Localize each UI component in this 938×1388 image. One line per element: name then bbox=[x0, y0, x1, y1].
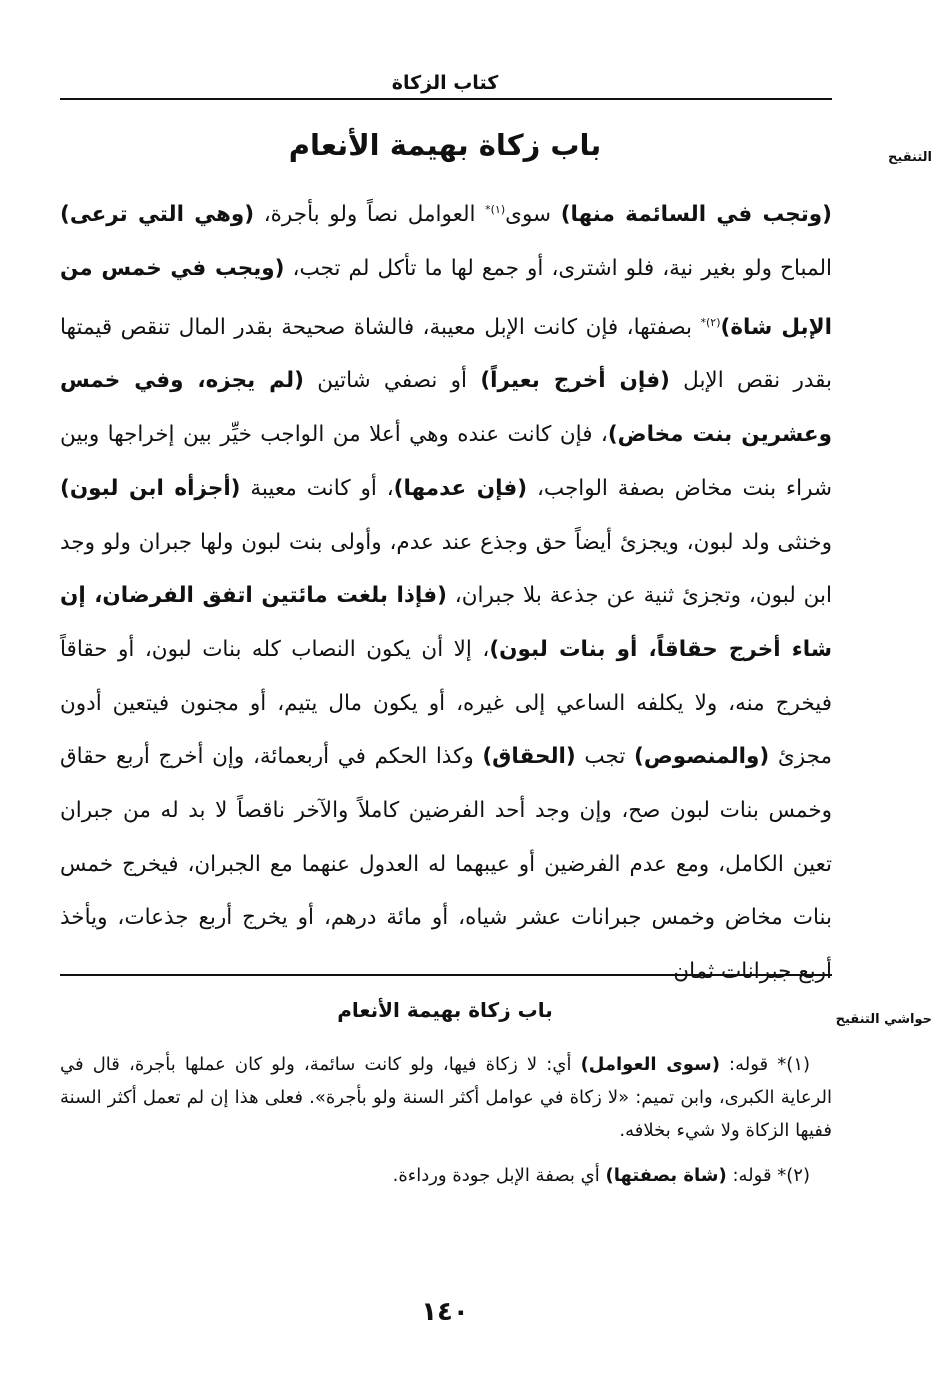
matn-segment: (ويجب في خمس من الإبل شاة) bbox=[60, 255, 832, 340]
matn-segment: (فإن أخرج بعيراً) bbox=[480, 368, 670, 394]
running-header: كتاب الزكاة bbox=[391, 72, 499, 94]
commentary-segment: المباح ولو بغير نية، فلو اشترى، أو جمع لها ما تأكل لم تجب، bbox=[284, 255, 833, 281]
footnote-text: أي بصفة الإبل جودة ورداءة. bbox=[392, 1165, 606, 1186]
commentary-segment: ، إلا أن يكون النصاب كله بنات لبون، أو حقاقاً فيخرج منه، ولا يكلفه الساعي إلى غيره، أو يكون مال يتيم، أو مجنون فيتعين أدون مجزئ bbox=[60, 636, 832, 770]
footnote-1 bbox=[60, 1048, 832, 1147]
footnote-marker-1: (١)* bbox=[485, 203, 506, 216]
matn-segment: (الحقاق) bbox=[482, 744, 576, 770]
footnotes bbox=[60, 1048, 832, 1204]
page-number: ١٤٠ bbox=[421, 1297, 469, 1327]
commentary-segment: وكذا الحكم في أربعمائة، وإن أخرج أربع حقاق وخمس بنات لبون صح، وإن وجد أحد الفرضين كاملاً والآخر ناقصاً لا بد له من جبران تعين الكامل، ومع عدم الفرضين أو عيبهما له العدول عنهما مع الجبران، فيخرج خمس بنات مخاض وخمس جبرانات عشر شياه، أو مائة درهم، أو يخرج أربع جذعات، ويأخذ أربع جبرانات ثمان bbox=[60, 744, 832, 985]
matn-segment: (لم يجزه، وفي خمس وعشرين بنت مخاض) bbox=[60, 368, 832, 448]
commentary-segment: أو نصفي شاتين bbox=[303, 368, 481, 394]
commentary-segment: سوى bbox=[505, 202, 561, 228]
commentary-segment: العوامل نصاً ولو بأجرة، bbox=[254, 202, 486, 228]
matn-segment: (وتجب في السائمة منها) bbox=[560, 202, 832, 228]
matn-segment: (أجزأه ابن لبون) bbox=[60, 475, 241, 501]
commentary-segment: ، فإن كانت عنده وهي أعلا من الواجب خيِّر بين إخراجها وبين شراء بنت مخاض بصفة الواجب، bbox=[60, 422, 832, 501]
footnote-text: أي: لا زكاة فيها، ولو كانت سائمة، ولو كان عملها بأجرة، قال في الرعاية الكبرى، وابن تميم: «لا زكاة في عوامل أكثر السنة ولو بأجرة». فعلى هذا إن لم تعمل أكثر السنة ففيها الزكاة ولا شيء بخلافه. bbox=[60, 1054, 832, 1141]
commentary-segment: تجب bbox=[575, 744, 634, 770]
footnote-marker: (١)* bbox=[777, 1054, 811, 1075]
commentary-segment: وخنثى ولد لبون، ويجزئ أيضاً حق وجذع عند عدم، وأولى بنت لبون ولها جبران ولو وجد ابن لبون، وتجزئ ثنية عن جذعة بلا جبران، bbox=[60, 529, 832, 609]
footnote-separator bbox=[60, 974, 832, 976]
footnote-2 bbox=[60, 1159, 832, 1192]
footnote-quote: (شاة بصفتها) bbox=[605, 1165, 727, 1186]
notes-title: باب زكاة بهيمة الأنعام bbox=[337, 998, 553, 1022]
matn-segment: (والمنصوص) bbox=[634, 744, 770, 770]
matn-segment: (فإذا بلغت مائتين اتفق الفرضان، إن شاء أخرج حقاقاً، أو بنات لبون) bbox=[60, 583, 832, 662]
footnote-intro: قوله: bbox=[726, 1165, 778, 1186]
footnote-marker-2: (٢)* bbox=[700, 315, 721, 329]
side-label-main: التنقيح bbox=[888, 150, 932, 165]
chapter-title: باب زكاة بهيمة الأنعام bbox=[288, 128, 602, 162]
side-label-notes: حواشي التنقيح bbox=[835, 1012, 932, 1027]
footnote-intro: قوله: bbox=[719, 1054, 778, 1075]
matn-segment: (وهي التي ترعى) bbox=[60, 202, 255, 228]
commentary-segment: ، أو كانت معيبة bbox=[240, 475, 394, 501]
header-rule bbox=[60, 98, 832, 100]
main-text bbox=[60, 183, 832, 999]
footnote-marker: (٢)* bbox=[777, 1165, 810, 1186]
footnote-quote: (سوى العوامل) bbox=[580, 1054, 720, 1075]
matn-segment: (فإن عدمها) bbox=[393, 475, 528, 501]
commentary-segment: بصفتها، فإن كانت الإبل معيبة، فالشاة صحيحة بقدر المال تنقص قيمتها بقدر نقص الإبل bbox=[60, 314, 832, 394]
